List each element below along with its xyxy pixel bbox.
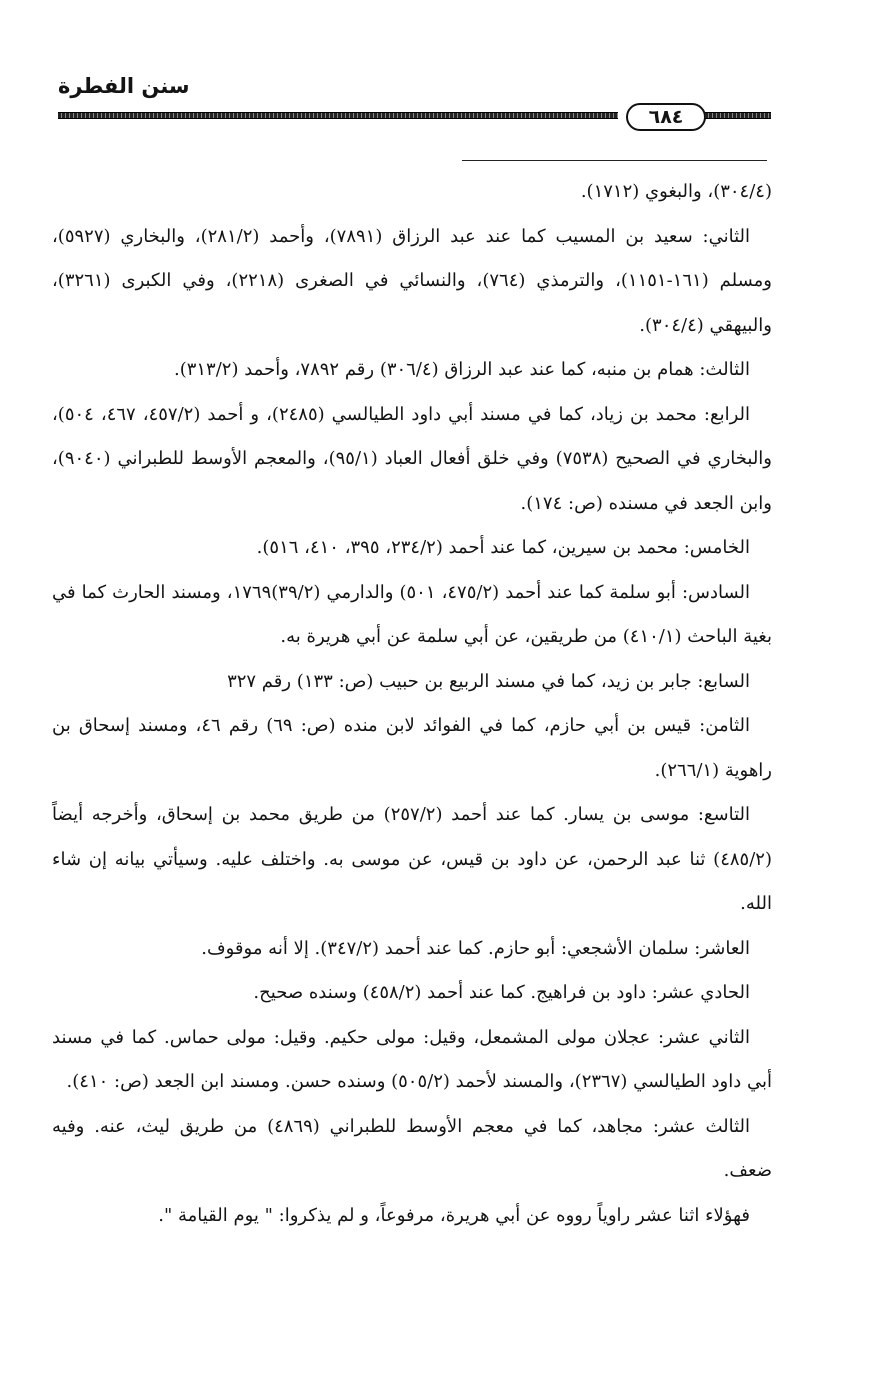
paragraph: الحادي عشر: داود بن فراهيج. كما عند أحمد (٤٥٨/٢) وسنده صحيح. — [253, 982, 750, 1003]
paragraph: الثاني: سعيد بن المسيب كما عند عبد الرزاق (٧٨٩١)، وأحمد (٢٨١/٢)، والبخاري (٥٩٢٧)، ومسلم (١٦١-١١٥١)، والترمذي (٧٦٤)، والنسائي في الصغرى (٢٢١٨)، وفي الكبرى (٣٢٦١)، والبيهقي (٣٠٤/٤). — [52, 225, 773, 336]
header-rule — [58, 112, 618, 119]
paragraph: السادس: أبو سلمة كما عند أحمد (٤٧٥/٢، ٥٠١) والدارمي (٣٩/٢)١٧٦٩، ومسند الحارث كما في بغية الباحث (٤١٠/١) من طريقين، عن أبي سلمة عن أبي هريرة به. — [52, 581, 772, 647]
paragraph: الخامس: محمد بن سيرين، كما عند أحمد (٢٣٤/٢، ٣٩٥، ٤١٠، ٥١٦). — [256, 537, 750, 558]
paragraph: التاسع: موسى بن يسار. كما عند أحمد (٢٥٧/٢) من طريق محمد بن إسحاق، وأخرجه أيضاً (٤٨٥/٢) ثنا عبد الرحمن، عن داود بن قيس، عن موسى به. واختلف عليه. وسيأتي بيانه إن شاء الله. — [52, 804, 772, 914]
paragraph: الثاني عشر: عجلان مولى المشمعل، وقيل: مولى حكيم. وقيل: مولى حماس. كما في مسند أبي داود الطيالسي (٢٣٦٧)، والمسند لأحمد (٥٠٥/٢) وسنده حسن. ومسند ابن الجعد (ص: ٤١٠). — [52, 1026, 772, 1092]
paragraph: فهؤلاء اثنا عشر راوياً رووه عن أبي هريرة، مرفوعاً، و لم يذكروا: " يوم القيامة ". — [158, 1204, 750, 1226]
header-rule-end — [705, 112, 771, 119]
body-text — [52, 170, 772, 1238]
paragraph: الثالث عشر: مجاهد، كما في معجم الأوسط للطبراني (٤٨٦٩) من طريق ليث، عنه. وفيه ضعف. — [52, 1115, 772, 1181]
paragraph: السابع: جابر بن زيد، كما في مسند الربيع بن حبيب (ص: ١٣٣) رقم ٣٢٧ — [227, 670, 750, 692]
page-number: ٦٨٤ — [626, 103, 706, 131]
footnote-separator — [462, 160, 767, 161]
paragraph: (٣٠٤/٤)، والبغوي (١٧١٢). — [580, 181, 772, 202]
running-title: سنن الفطرة — [58, 74, 190, 98]
paragraph: الثامن: قيس بن أبي حازم، كما في الفوائد لابن منده (ص: ٦٩) رقم ٤٦، ومسند إسحاق بن راهوية (٢٦٦/١). — [52, 715, 772, 781]
paragraph: العاشر: سلمان الأشجعي: أبو حازم. كما عند أحمد (٣٤٧/٢). إلا أنه موقوف. — [201, 937, 750, 959]
paragraph: الثالث: همام بن منبه، كما عند عبد الرزاق (٣٠٦/٤) رقم ٧٨٩٢، وأحمد (٣١٣/٢). — [173, 359, 750, 380]
paragraph: الرابع: محمد بن زياد، كما في مسند أبي داود الطيالسي (٢٤٨٥)، و أحمد (٤٥٧/٢، ٤٦٧، ٥٠٤)، والبخاري في الصحيح (٧٥٣٨) وفي خلق أفعال العباد (٩٥/١)، والمعجم الأوسط للطبراني (٩٠٤٠)، وابن الجعد في مسنده (ص: ١٧٤). — [52, 403, 772, 514]
